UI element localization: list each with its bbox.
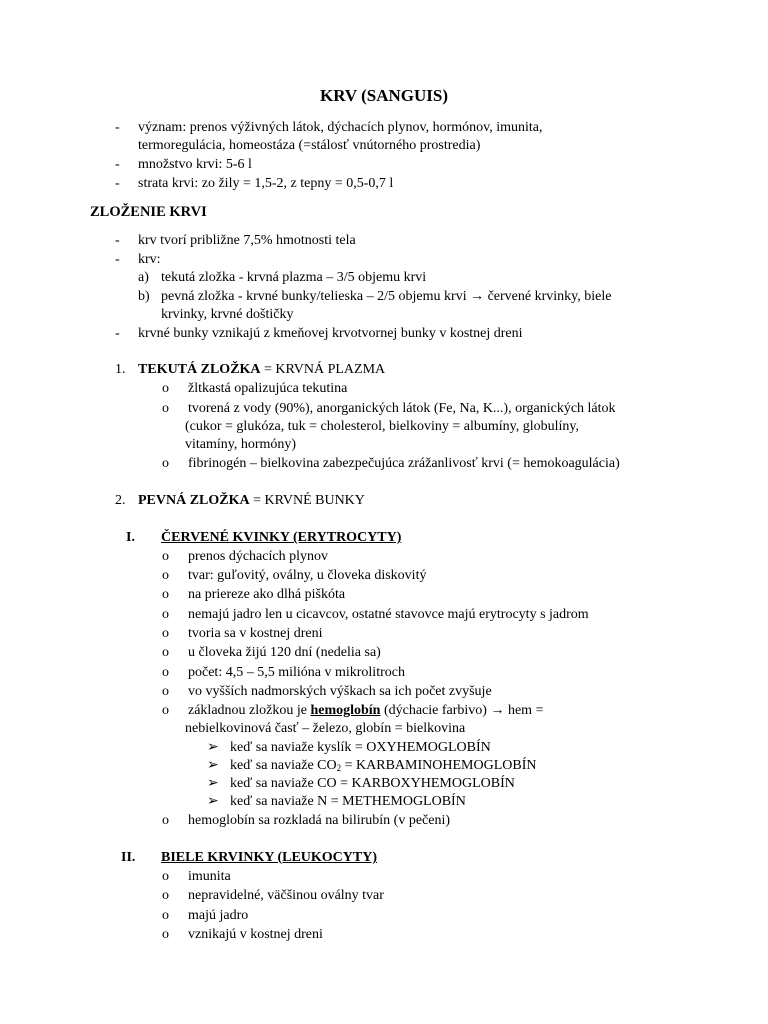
bullet: o — [162, 703, 169, 718]
roman-numeral: II. — [121, 850, 136, 865]
section-heading-liquid — [138, 361, 385, 379]
arrow-bullet: ➢ — [207, 740, 219, 755]
arrow-bullet: ➢ — [207, 758, 219, 773]
list-item: význam: prenos výživných látok, dýchacích plynov, hormónov, imunita, — [138, 120, 543, 135]
heading-rest: = KRVNÁ PLAZMA — [260, 362, 386, 377]
text: keď sa naviaže CO — [230, 758, 337, 773]
bullet: o — [162, 626, 169, 641]
text: (dýchacie farbivo) → hem = — [380, 703, 544, 718]
subsection-heading-erythrocytes: ČERVENÉ KVINKY (ERYTROCYTY) — [161, 530, 402, 545]
page-title: KRV (SANGUIS) — [319, 86, 449, 105]
list-item: počet: 4,5 – 5,5 milióna v mikrolitroch — [188, 665, 405, 680]
heading-bold: PEVNÁ ZLOŽKA — [138, 493, 250, 508]
arrow-item — [230, 757, 536, 777]
list-item: nemajú jadro len u cicavcov, ostatné stavovce majú erytrocyty s jadrom — [188, 607, 589, 622]
bullet: o — [162, 456, 169, 471]
heading-rest: = KRVNÉ BUNKY — [249, 493, 365, 508]
list-item: prenos dýchacích plynov — [188, 549, 328, 564]
bullet: o — [162, 568, 169, 583]
list-marker: - — [115, 233, 120, 248]
bullet: o — [162, 684, 169, 699]
subscript: 2 — [336, 763, 342, 773]
arrow-bullet: ➢ — [207, 776, 219, 791]
bullet: o — [162, 549, 169, 564]
list-marker: a) — [138, 270, 149, 285]
list-item: množstvo krvi: 5-6 l — [138, 157, 252, 172]
arrow-item: keď sa naviaže N = METHEMOGLOBÍN — [230, 794, 466, 809]
list-marker: - — [115, 252, 120, 267]
bullet: o — [162, 381, 169, 396]
text: = KARBAMINOHEMOGLOBÍN — [341, 758, 537, 773]
subsection-heading-leukocytes: BIELE KRVINKY (LEUKOCYTY) — [161, 850, 378, 865]
bullet: o — [162, 908, 169, 923]
heading-bold: TEKUTÁ ZLOŽKA — [138, 362, 261, 377]
bullet: o — [162, 927, 169, 942]
list-item: majú jadro — [188, 908, 249, 923]
list-item: imunita — [188, 869, 231, 884]
list-item-continuation: (cukor = glukóza, tuk = cholesterol, bielkoviny = albumíny, globulíny, — [185, 419, 579, 434]
hemoglobin-term: hemoglobín — [310, 703, 381, 718]
bullet: o — [162, 888, 169, 903]
list-item: tvoria sa v kostnej dreni — [188, 626, 323, 641]
text: základnou zložkou je — [188, 703, 311, 718]
bullet: o — [162, 869, 169, 884]
list-item: krv tvorí približne 7,5% hmotnosti tela — [138, 233, 356, 248]
list-item: vznikajú v kostnej dreni — [188, 927, 323, 942]
bullet: o — [162, 665, 169, 680]
list-marker: - — [115, 120, 120, 135]
bullet: o — [162, 587, 169, 602]
list-item-continuation: termoregulácia, homeostáza (=stálosť vnútorného prostredia) — [138, 138, 481, 153]
list-item: na priereze ako dlhá piškóta — [188, 587, 346, 602]
arrow-item: keď sa naviaže kyslík = OXYHEMOGLOBÍN — [230, 740, 491, 755]
list-item: vo vyšších nadmorských výškach sa ich počet zvyšuje — [188, 684, 492, 699]
list-item: fibrinogén – bielkovina zabezpečujúca zrážanlivosť krvi (= hemokoagulácia) — [188, 456, 620, 471]
list-item: strata krvi: zo žily = 1,5-2, z tepny = 0,5-0,7 l — [138, 176, 394, 191]
list-item: u človeka žijú 120 dní (nedelia sa) — [188, 645, 381, 660]
section-number: 2. — [115, 493, 126, 508]
bullet: o — [162, 607, 169, 622]
bullet: o — [162, 645, 169, 660]
roman-numeral: I. — [126, 530, 135, 545]
list-item: žltkastá opalizujúca tekutina — [188, 381, 348, 396]
list-item-continuation: vitamíny, hormóny) — [185, 437, 297, 452]
list-item-continuation: nebielkovinová časť – železo, globín = bielkovina — [185, 721, 466, 736]
section-heading-composition: ZLOŽENIE KRVI — [90, 204, 207, 220]
bullet: o — [162, 813, 169, 828]
list-item: pevná zložka - krvné bunky/telieska – 2/5 objemu krvi → červené krvinky, biele — [161, 289, 612, 304]
list-item: krvné bunky vznikajú z kmeňovej krvotvornej bunky v kostnej dreni — [138, 326, 523, 341]
bullet: o — [162, 401, 169, 416]
list-item: krv: — [138, 252, 161, 267]
list-item: tvorená z vody (90%), anorganických látok (Fe, Na, K...), organických látok — [188, 401, 616, 416]
list-item: tekutá zložka - krvná plazma – 3/5 objemu krvi — [161, 270, 427, 285]
list-item: hemoglobín sa rozkladá na bilirubín (v pečeni) — [188, 813, 451, 828]
arrow-item: keď sa naviaže CO = KARBOXYHEMOGLOBÍN — [230, 776, 515, 791]
arrow-bullet: ➢ — [207, 794, 219, 809]
list-item: nepravidelné, väčšinou oválny tvar — [188, 888, 384, 903]
list-marker: - — [115, 176, 120, 191]
list-item-hemoglobin — [188, 702, 543, 720]
list-marker: b) — [138, 289, 150, 304]
list-marker: - — [115, 326, 120, 341]
list-item: tvar: guľovitý, oválny, u človeka diskovitý — [188, 568, 427, 583]
section-number: 1. — [115, 362, 126, 377]
list-marker: - — [115, 157, 120, 172]
section-heading-solid — [138, 492, 365, 510]
list-item-continuation: krvinky, krvné doštičky — [161, 307, 294, 322]
